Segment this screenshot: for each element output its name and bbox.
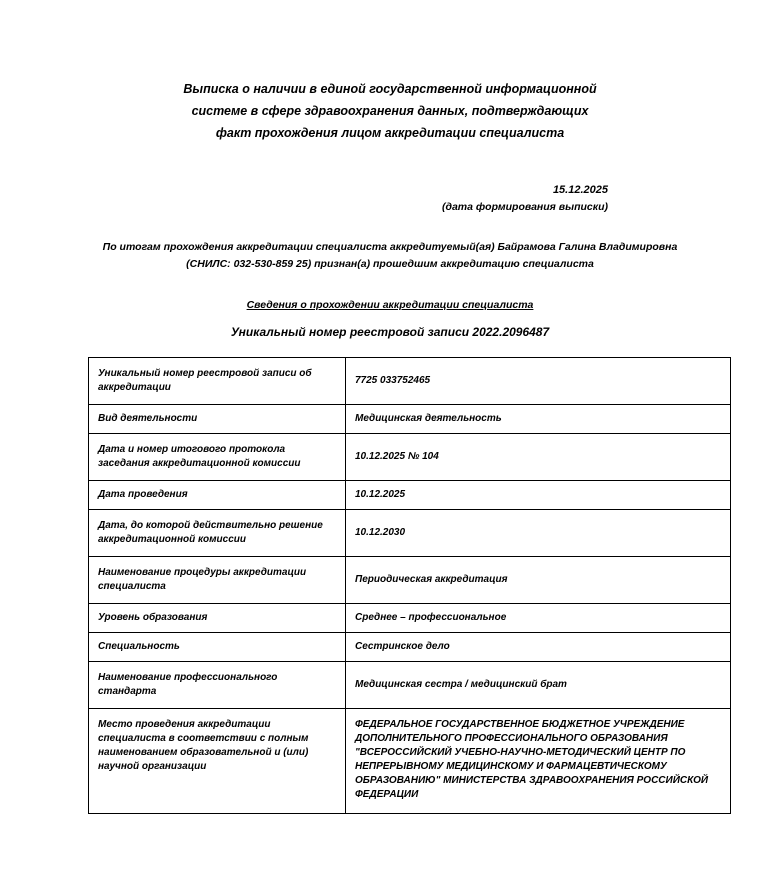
row-label: Уникальный номер реестровой записи об аккредитации — [89, 358, 346, 405]
row-label: Дата, до которой действительно решение аккредитационной комиссии — [89, 510, 346, 557]
row-label: Дата проведения — [89, 481, 346, 510]
row-label: Дата и номер итогового протокола заседания аккредитационной комиссии — [89, 434, 346, 481]
table-row — [89, 434, 731, 481]
row-label: Наименование процедуры аккредитации специалиста — [89, 557, 346, 604]
formation-date-caption: (дата формирования выписки) — [441, 201, 608, 213]
table-row — [89, 405, 731, 434]
table-row — [89, 557, 731, 604]
row-label: Вид деятельности — [89, 405, 346, 434]
row-label: Место проведения аккредитации специалиста в соответствии с полным наименованием образовательной и (или) научной организации — [89, 709, 346, 814]
intro-paragraph: По итогам прохождения аккредитации специалиста аккредитуемый(ая) Байрамова Галина Владимировна (СНИЛС: 032-530-859 25) признан(а) прошедшим аккредитацию специалиста — [102, 241, 678, 270]
row-value: 7725 033752465 — [346, 358, 731, 405]
row-value: 10.12.2025 № 104 — [346, 434, 731, 481]
registry-number: Уникальный номер реестровой записи 2022.2096487 — [230, 325, 550, 339]
accreditation-table — [88, 357, 731, 814]
row-value: Сестринское дело — [346, 633, 731, 662]
row-label: Наименование профессионального стандарта — [89, 662, 346, 709]
table-row — [89, 510, 731, 557]
row-value: Медицинская деятельность — [346, 405, 731, 434]
row-label: Уровень образования — [89, 604, 346, 633]
row-value: Медицинская сестра / медицинский брат — [346, 662, 731, 709]
table-row — [89, 633, 731, 662]
table-row — [89, 709, 731, 814]
formation-date-block — [88, 182, 692, 215]
formation-date-value: 15.12.2025 — [552, 184, 608, 196]
row-value: 10.12.2030 — [346, 510, 731, 557]
section-heading-text: Сведения о прохождении аккредитации специалиста — [246, 299, 534, 311]
row-value: ФЕДЕРАЛЬНОЕ ГОСУДАРСТВЕННОЕ БЮДЖЕТНОЕ УЧРЕЖДЕНИЕ ДОПОЛНИТЕЛЬНОГО ПРОФЕССИОНАЛЬНОГО ОБРАЗОВАНИЯ "ВСЕРОССИЙСКИЙ УЧЕБНО-НАУЧНО-МЕТОДИЧЕСКИЙ ЦЕНТР ПО НЕПРЕРЫВНОМУ МЕДИЦИНСКОМУ И ФАРМАЦЕВТИЧЕСКОМУ ОБРАЗОВАНИЮ" МИНИСТЕРСТВА ЗДРАВООХРАНЕНИЯ РОССИЙСКОЙ ФЕДЕРАЦИИ — [346, 709, 731, 814]
row-value: Периодическая аккредитация — [346, 557, 731, 604]
table-row — [89, 481, 731, 510]
row-value: Среднее – профессиональное — [346, 604, 731, 633]
table-row — [89, 604, 731, 633]
table-row — [89, 358, 731, 405]
row-value: 10.12.2025 — [346, 481, 731, 510]
page-title: Выписка о наличии в единой государственной информационной системе в сфере здравоохранения данных, подтверждающих факт прохождения лицом аккредитации специалиста — [183, 82, 597, 140]
row-label: Специальность — [89, 633, 346, 662]
section-heading — [88, 299, 692, 311]
table-row — [89, 662, 731, 709]
